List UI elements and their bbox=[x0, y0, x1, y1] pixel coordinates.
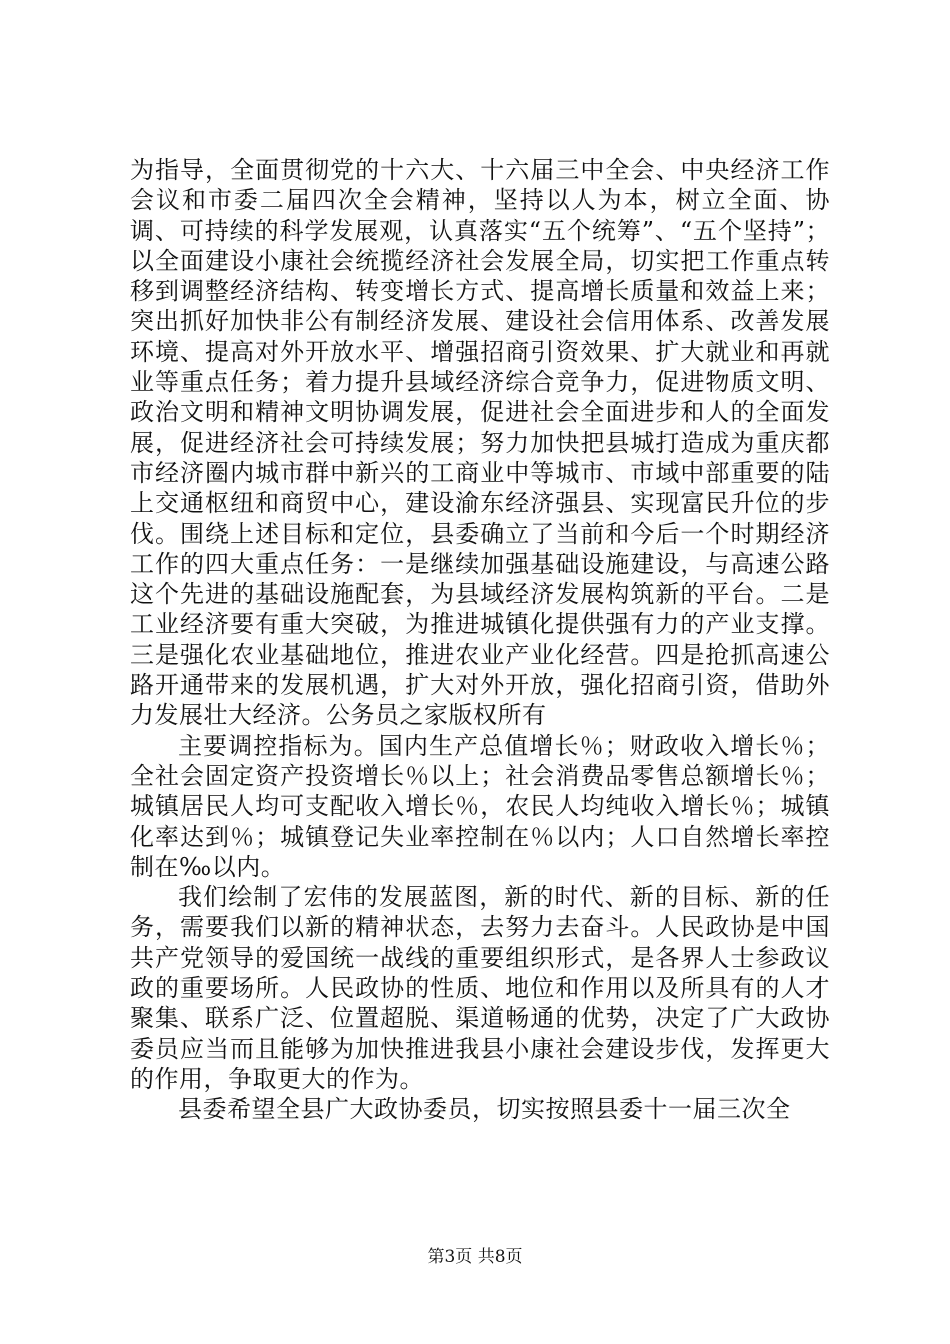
paragraph-1: 为指导，全面贯彻党的十六大、十六届三中全会、中央经济工作会议和市委二届四次全会精神，坚持以人为本，树立全面、协调、可持续的科学发展观，认真落实“五个统筹”、“五个坚持”；以全面建设小康社会统揽经济社会发展全局，切实把工作重点转移到调整经济结构、转变增长方式、提高增长质量和效益上来；突出抓好加快非公有制经济发展、建设社会信用体系、改善发展环境、提高对外开放水平、增强招商引资效果、扩大就业和再就业等重点任务；着力提升县域经济综合竞争力，促进物质文明、政治文明和精神文明协调发展，促进社会全面进步和人的全面发展，促进经济社会可持续发展；努力加快把县城打造成为重庆都市经济圈内城市群中新兴的工商业中等城市、市域中部重要的陆上交通枢纽和商贸中心，建设渝东经济强县、实现富民升位的步伐。围绕上述目标和定位，县委确立了当前和今后一个时期经济工作的四大重点任务：一是继续加强基础设施建设，与高速公路这个先进的基础设施配套，为县域经济发展构筑新的平台。二是工业经济要有重大突破，为推进城镇化提供强有力的产业支撑。三是强化农业基础地位，推进农业产业化经营。四是抢抓高速公路开通带来的发展机遇，扩大对外开放，强化招商引资，借助外力发展壮大经济。公务员之家版权所有 bbox=[130, 156, 830, 730]
paragraph-4: 县委希望全县广大政协委员，切实按照县委十一届三次全 bbox=[178, 1095, 791, 1124]
page-number-footer: 第3页 共8页 bbox=[427, 1247, 523, 1267]
paragraph-3: 我们绘制了宏伟的发展蓝图，新的时代、新的目标、新的任务，需要我们以新的精神状态，去努力去奋斗。人民政协是中国共产党领导的爱国统一战线的重要组织形式，是各界人士参政议政的重要场所。人民政协的性质、地位和作用以及所具有的人才聚集、联系广泛、位置超脱、渠道畅通的优势，决定了广大政协委员应当而且能够为加快推进我县小康社会建设步伐，发挥更大的作用，争取更大的作为。 bbox=[130, 883, 830, 1093]
document-body bbox=[130, 155, 830, 1125]
paragraph-2: 主要调控指标为。国内生产总值增长％；财政收入增长％；全社会固定资产投资增长％以上；社会消费品零售总额增长％；城镇居民人均可支配收入增长％，农民人均纯收入增长％；城镇化率达到％；城镇登记失业率控制在％以内；人口自然增长率控制在‰以内。 bbox=[130, 731, 830, 881]
